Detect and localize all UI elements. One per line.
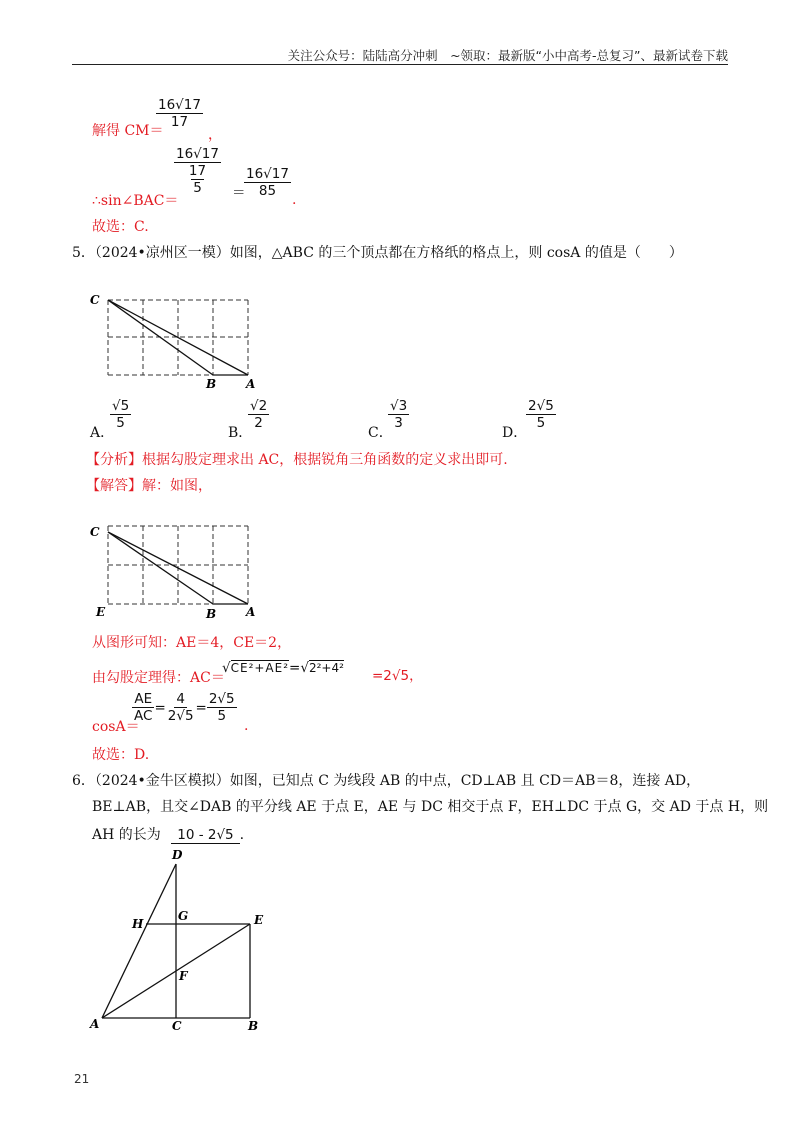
option-c-den: 3	[394, 415, 403, 431]
q6-suffix: .	[239, 827, 245, 843]
header-divider	[72, 64, 728, 65]
sin-equals: ＝	[232, 185, 246, 201]
option-c-label: C．	[368, 425, 393, 441]
option-b-label: B．	[228, 425, 253, 441]
q5-analysis: 【分析】根据勾股定理求出 AC，根据锐角三角函数的定义求出即可.	[86, 452, 508, 468]
page-number: 21	[74, 1072, 90, 1086]
option-b-num: √2	[250, 398, 268, 414]
sin-result-numerator: 16√17	[246, 166, 289, 182]
q6-label-g: G	[178, 909, 189, 923]
cm-denominator: 17	[170, 114, 189, 130]
option-a-num: √5	[112, 398, 130, 414]
cm-suffix: ，	[208, 127, 222, 143]
q5-cos-f3-den: 5	[217, 708, 227, 724]
q6-label-h: H	[132, 917, 144, 931]
q5-radical-2: 2²+4²	[308, 661, 344, 675]
q5-cos-f1-den: AC	[134, 708, 153, 724]
sin-result-denominator: 85	[258, 183, 277, 199]
q5-cos-fractions: $\frac{AE}{AC}$ = $\frac{4}{2√5}$ = $\frac{2√5}{5}$	[134, 691, 235, 724]
q5-label-a: A	[246, 377, 256, 390]
q6-geometry-figure	[86, 844, 276, 1036]
q5-cos-prefix: cosA＝	[92, 719, 140, 735]
q5-cos-f2-den: 2√5	[167, 708, 194, 724]
cm-numerator: 16√17	[158, 97, 201, 113]
q5-label-c: C	[90, 293, 100, 307]
sin-inner-numerator: 16√17	[176, 146, 219, 162]
q5-cos-f3-num: 2√5	[208, 691, 235, 707]
q5-cos-f2-num: 4	[176, 691, 185, 707]
q5-radical-equals: =	[289, 660, 301, 676]
sin-result-fraction	[244, 166, 291, 199]
cm-result-line	[92, 120, 164, 140]
q5-answer: 故选：D.	[92, 747, 150, 763]
page-header: 关注公众号：陆陆高分冲刺 ~领取：最新版“小中高考-总复习”、最新试卷下载	[287, 48, 728, 63]
q6-line-2: BE⊥AB，且交∠DAB 的平分线 AE 于点 E，AE 与 DC 相交于点 F，EH⊥DC 于点 G，交 AD 于点 H，则	[92, 799, 769, 815]
q6-ah-prefix: AH 的长为	[92, 827, 161, 843]
q6-line-1: 6．（2024•金牛区模拟）如图，已知点 C 为线段 AB 的中点，CD⊥AB 且 CD＝AB＝8，连接 AD，	[72, 773, 701, 789]
option-d-num: 2√5	[528, 398, 554, 414]
q5-cos-suffix: .	[244, 718, 249, 734]
option-a-den: 5	[116, 415, 125, 431]
q5-pythagoras-radicals: √CE²+AE²=√2²+4²	[222, 660, 344, 676]
q5-cos-f1-num: AE	[134, 691, 153, 707]
sin-prefix: ∴sin∠BAC＝	[92, 193, 179, 209]
option-d-den: 5	[536, 415, 546, 431]
option-b-fraction	[248, 398, 269, 431]
sin-outer-denominator: 5	[193, 180, 202, 196]
option-a-label: A．	[90, 425, 115, 441]
option-c-num: √3	[390, 398, 408, 414]
q6-label-b: B	[248, 1019, 259, 1033]
q5-radical-1: CE²+AE²	[230, 661, 290, 675]
q6-label-d: D	[172, 848, 183, 862]
option-d-label: D．	[502, 425, 528, 441]
q5-solution-intro: 【解答】解：如图，	[86, 478, 212, 494]
q6-answer-blank: 10 - 2√5	[171, 827, 239, 844]
sin-suffix: .	[292, 192, 297, 208]
q5-pythagoras-prefix: 由勾股定理得：AC＝	[92, 670, 225, 686]
option-a-fraction	[110, 398, 131, 431]
q5-sol-label-c: C	[90, 525, 100, 539]
option-d-fraction	[526, 398, 556, 431]
q6-label-a: A	[90, 1017, 100, 1031]
sin-compound-fraction	[172, 146, 223, 196]
q5-ac-result: =2√5，	[372, 668, 423, 684]
q5-solution-figure	[88, 518, 268, 622]
q5-sol-label-a: A	[246, 605, 256, 619]
cm-prefix: 解得 CM＝	[92, 123, 164, 139]
q5-label-b: B	[206, 377, 217, 390]
q5-line-ae-ce: 从图形可知：AE＝4，CE＝2，	[92, 635, 292, 651]
q6-label-e: E	[254, 913, 264, 927]
q6-label-f: F	[179, 969, 188, 983]
q5-sol-label-b: B	[206, 607, 217, 621]
cm-fraction	[156, 97, 203, 130]
prev-answer: 故选：C.	[92, 219, 149, 235]
sin-inner-denominator: 17	[188, 163, 207, 179]
q5-grid-figure	[88, 290, 268, 390]
option-b-den: 2	[254, 415, 263, 431]
q6-label-c: C	[172, 1019, 182, 1033]
option-c-fraction	[388, 398, 409, 431]
q6-line-3	[92, 824, 244, 844]
q5-sol-label-e: E	[96, 605, 106, 619]
q5-stem: 5．（2024•凉州区一模）如图，△ABC 的三个顶点都在方格纸的格点上，则 cosA 的值是（ ）	[72, 245, 683, 261]
